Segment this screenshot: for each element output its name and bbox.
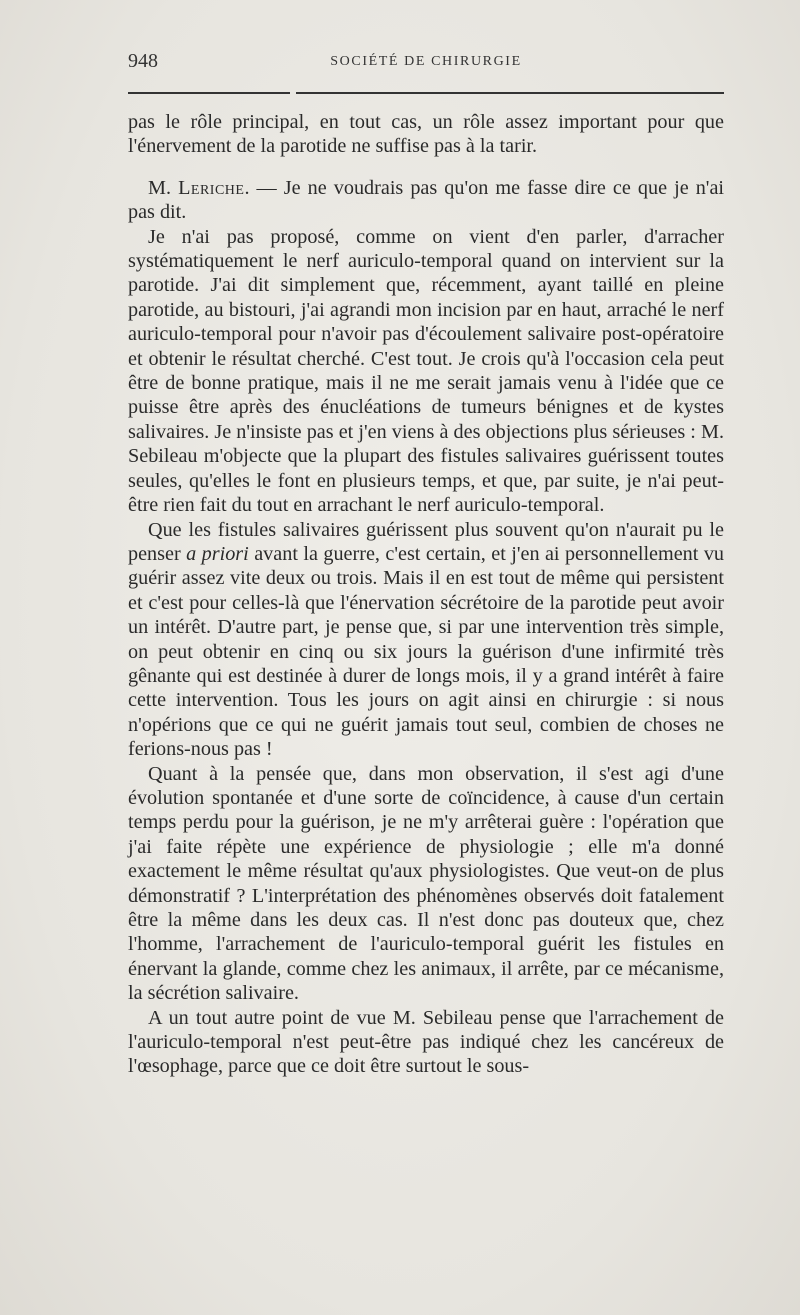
paragraph-4-text-b: avant la guerre, c'est certain, et j'en ai personnellement vu guérir assez vite deux ou trois. Mais il en est tout de même qui persistent et c'est pour celles-là que l'énervation sécrétoire de la parotide peut avoir un intérêt. D'autre part, je pense que, si par une intervention très simple, on peut obtenir en cinq ou six jours la guérison d'une infirmité très gênante qui est destinée à durer de longs mois, il y a grand intérêt à faire cette intervention. Tous les jours on agit ainsi en chirurgie : si nous n'opérions que ce qui ne guérit jamais tout seul, combien de choses ne ferions-nous pas ! bbox=[128, 542, 725, 761]
speaker-prefix: M. bbox=[148, 176, 179, 199]
running-head: SOCIÉTÉ DE CHIRURGIE bbox=[330, 54, 522, 69]
paragraph-5 bbox=[128, 762, 724, 1006]
paragraph-2 bbox=[128, 176, 724, 225]
body-text bbox=[128, 110, 724, 1079]
speaker-name: Leriche bbox=[178, 176, 245, 199]
paragraph-4-text-a: Que les fistules salivaires guérissent plus souvent qu'on n'aurait pu le penser bbox=[128, 518, 724, 565]
header-rule-right bbox=[296, 92, 724, 94]
paragraph-1-text: pas le rôle principal, en tout cas, un rôle assez important pour que l'énervement de la parotide ne suffise pas à la tarir. bbox=[128, 111, 724, 158]
paragraph-4-italic: a priori bbox=[186, 542, 249, 565]
page-number: 948 bbox=[128, 50, 158, 72]
page-header bbox=[128, 50, 724, 74]
paragraph-6 bbox=[128, 1006, 724, 1079]
paragraph-3-text: Je n'ai pas proposé, comme on vient d'en parler, d'arracher systématiquement le nerf auriculo-temporal quand on intervient sur la parotide. J'ai dit simplement que, récemment, ayant taillé en pleine parotide, au bistouri, j'ai agrandi mon incision par en haut, arraché le nerf auriculo-temporal pour n'avoir pas d'écoulement salivaire post-opératoire et obtenir le résultat cherché. C'est tout. Je crois qu'à l'occasion cela peut être de bonne pratique, mais il ne me serait jamais venu à l'idée que ce puisse être après des énucléations de tumeurs bénignes et de kystes salivaires. Je n'insiste pas et j'en viens à des objections plus sérieuses : M. Sebileau m'objecte que la plupart des fistules salivaires guérissent toutes seules, qu'elles le font en plusieurs temps, et que, par suite, je n'ai peut-être rien fait du tout en arrachant le nerf auriculo-temporal. bbox=[128, 225, 724, 517]
paragraph-1 bbox=[128, 110, 724, 159]
paragraph-3 bbox=[128, 225, 724, 518]
paragraph-4 bbox=[128, 518, 724, 762]
paragraph-6-text: A un tout autre point de vue M. Sebileau pense que l'arrachement de l'auriculo-temporal n'est peut-être pas indiqué chez les cancéreux de l'œsophage, parce que ce doit être surtout le sous- bbox=[128, 1006, 724, 1078]
paragraph-5-text: Quant à la pensée que, dans mon observation, il s'est agi d'une évolution spontanée et d'une sorte de coïncidence, à cause d'un certain temps perdu pour la guérison, je ne m'y arrêterai guère : l'opération que j'ai faite répète une expérience de physiologie ; elle m'a donné exactement le même résultat qu'aux physiologistes. Que veut-on de plus démonstratif ? L'interprétation des phénomènes observés doit fatalement être la même dans les deux cas. Il n'est donc pas douteux que, chez l'homme, l'arrachement de l'auriculo-temporal guérit les fistules en énervant la glande, comme chez les animaux, il arrête, par ce mécanisme, la sécrétion salivaire. bbox=[128, 762, 724, 1005]
header-rule-left bbox=[128, 92, 290, 94]
paragraph-2-text: . — Je ne voudrais pas qu'on me fasse dire ce que je n'ai pas dit. bbox=[128, 176, 725, 224]
